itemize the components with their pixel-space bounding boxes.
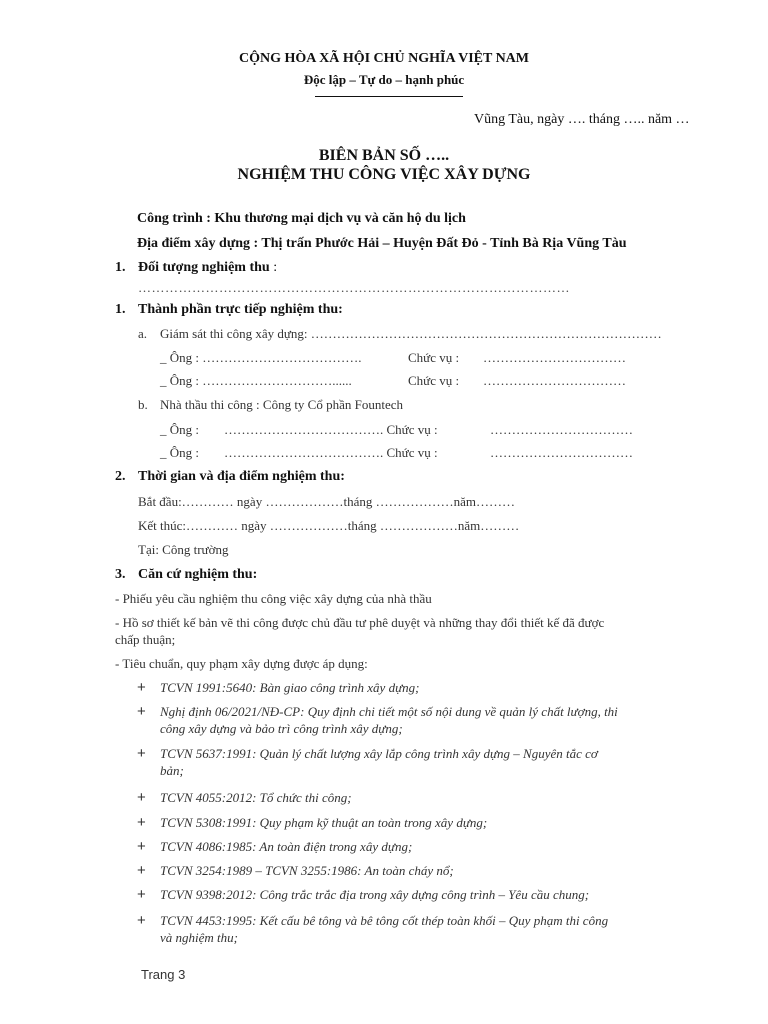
basis-request: - Phiếu yêu cầu nghiệm thu công việc xây dựng của nhà thầu — [115, 591, 432, 606]
a-row1-position-dots: …………………………… — [483, 350, 626, 365]
document-number-title: BIÊN BẢN SỐ ….. — [318, 147, 450, 164]
standard-bullet: + — [137, 679, 146, 696]
motto: Độc lập – Tự do – hạnh phúc — [303, 72, 465, 87]
section-3-heading: Căn cứ nghiệm thu: — [138, 567, 258, 582]
basis-design-line2: chấp thuận; — [115, 632, 176, 647]
section-participants-number: 1. — [115, 302, 126, 317]
standard-bullet: + — [137, 886, 146, 903]
standard-bullet: + — [137, 814, 146, 831]
a-row2-position-dots: …………………………… — [483, 373, 626, 388]
standard-bullet: + — [137, 862, 146, 879]
section-1-number: 1. — [115, 260, 126, 275]
b-row2-name: _ Ông : — [160, 445, 199, 460]
section-1-dots: …………………………………………………………………………………… — [138, 280, 570, 295]
standard-item-continuation: bản; — [160, 763, 184, 778]
section-2-heading: Thời gian và địa điểm nghiệm thu: — [138, 469, 345, 484]
item-b-label: b. — [138, 397, 148, 412]
standard-item: TCVN 5637:1991: Quản lý chất lượng xây lắp công trình xây dựng – Nguyên tắc cơ — [160, 746, 598, 761]
basis-standards: - Tiêu chuẩn, quy phạm xây dựng được áp dụng: — [115, 656, 368, 671]
standard-bullet: + — [137, 745, 146, 762]
b-row1-dots: ………………………………. Chức vụ : — [224, 422, 438, 437]
location-site: Tại: Công trường — [138, 542, 229, 557]
standard-item-continuation: và nghiệm thu; — [160, 930, 238, 945]
end-time: Kết thúc:………… ngày ………………tháng ………………năm……… — [138, 518, 520, 533]
b-row2-dots: ………………………………. Chức vụ : — [224, 445, 438, 460]
section-1-heading: Đối tượng nghiệm thu — [138, 260, 270, 275]
project-name: Công trình : Khu thương mại dịch vụ và căn hộ du lịch — [137, 211, 466, 226]
item-a-label: a. — [138, 326, 148, 341]
standard-bullet: + — [137, 789, 146, 806]
header-divider — [315, 96, 463, 97]
page-number: Trang 3 — [141, 967, 186, 982]
document-title: NGHIỆM THU CÔNG VIỆC XÂY DỰNG — [237, 166, 531, 183]
section-1-colon: : — [269, 260, 278, 275]
basis-design-line1: - Hồ sơ thiết kế bản vẽ thi công được chủ đầu tư phê duyệt và những thay đổi thiết kế đã được — [115, 615, 605, 630]
place-date: Vũng Tàu, ngày …. tháng ….. năm … — [474, 112, 690, 127]
standard-bullet: + — [137, 912, 146, 929]
b-row1-position-dots: …………………………… — [490, 422, 633, 437]
a-row2-name: _ Ông : …………………………...... — [160, 373, 352, 388]
standard-item: TCVN 4453:1995: Kết cấu bê tông và bê tông cốt thép toàn khối – Quy phạm thi công — [160, 913, 609, 928]
standard-bullet: + — [137, 838, 146, 855]
standard-item: TCVN 3254:1989 – TCVN 3255:1986: An toàn cháy nổ; — [160, 863, 454, 878]
project-location: Địa điểm xây dựng : Thị trấn Phước Hải – Huyện Đất Đỏ - Tỉnh Bà Rịa Vũng Tàu — [137, 236, 627, 251]
b-row2-position-dots: …………………………… — [490, 445, 633, 460]
a-row2-position-label: Chức vụ : — [408, 373, 460, 388]
a-row1-name: _ Ông : ………………………………. — [160, 350, 362, 365]
country-header: CỘNG HÒA XÃ HỘI CHỦ NGHĨA VIỆT NAM — [238, 51, 529, 66]
standard-item: TCVN 9398:2012: Công trắc trắc địa trong xây dựng công trình – Yêu cầu chung; — [160, 887, 590, 902]
section-participants-heading: Thành phần trực tiếp nghiệm thu: — [138, 302, 343, 317]
standard-item: Nghị định 06/2021/NĐ-CP: Quy định chi tiết một số nội dung về quản lý chất lượng, thi — [160, 704, 618, 719]
standard-item: TCVN 1991:5640: Bàn giao công trình xây dựng; — [160, 680, 420, 695]
standard-bullet: + — [137, 703, 146, 720]
standard-item: TCVN 4055:2012: Tổ chức thi công; — [160, 790, 352, 805]
b-row1-name: _ Ông : — [160, 422, 199, 437]
section-2-number: 2. — [115, 469, 126, 484]
a-row1-position-label: Chức vụ : — [408, 350, 460, 365]
standard-item: TCVN 5308:1991: Quy phạm kỹ thuật an toàn trong xây dựng; — [160, 815, 488, 830]
start-time: Bắt đầu:………… ngày ………………tháng ………………năm……… — [138, 494, 515, 509]
standard-item: TCVN 4086:1985: An toàn điện trong xây dựng; — [160, 839, 413, 854]
section-3-number: 3. — [115, 567, 126, 582]
item-a-text: Giám sát thi công xây dựng: ……………………………………………………………………… — [160, 326, 662, 341]
standard-item-continuation: công xây dựng và bảo trì công trình xây dựng; — [160, 721, 403, 736]
item-b-text: Nhà thầu thi công : Công ty Cổ phần Fountech — [160, 397, 404, 412]
section-1-heading-line — [138, 260, 277, 276]
